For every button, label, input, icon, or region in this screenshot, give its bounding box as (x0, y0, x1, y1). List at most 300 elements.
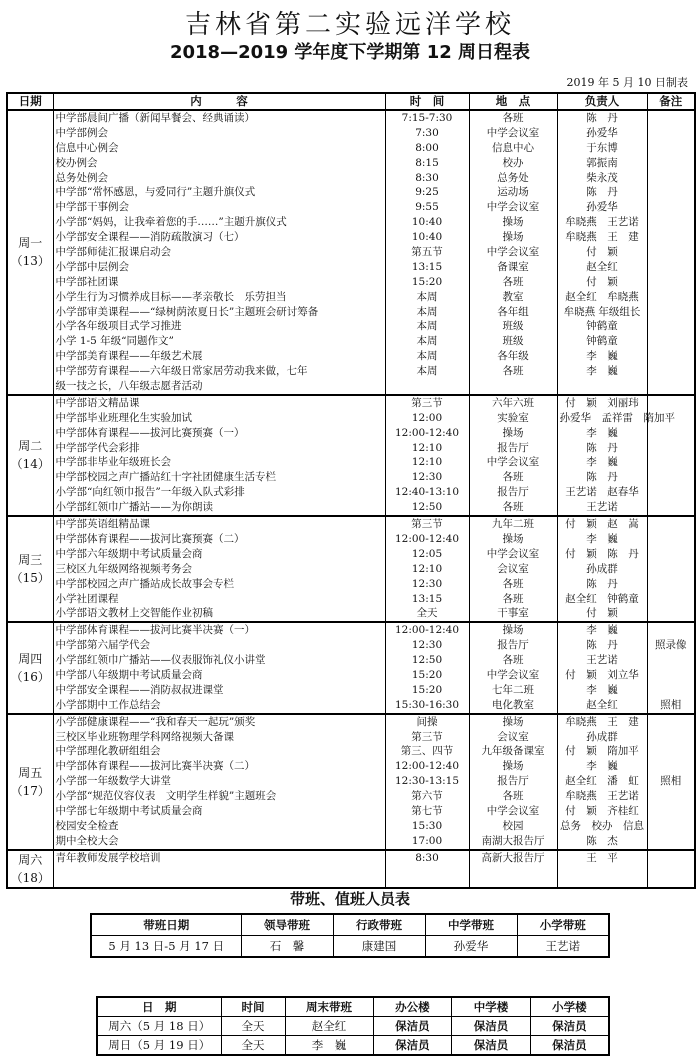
event-content: 中学部劳育课程——六年级日常家居劳动我来做，七年 (55, 365, 308, 378)
event-time: 8:30 (415, 851, 439, 864)
event-time: 10:40 (411, 231, 443, 244)
event-content: 中学部例会 (55, 126, 108, 139)
event-content: 小学部审美课程——“绿树荫浓夏日长”主题班会研讨筹备 (55, 305, 319, 318)
event-person: 牟晓燕 王 建 (565, 231, 639, 244)
event-person-cell (557, 110, 647, 395)
event-remark (650, 562, 693, 577)
col-header-content: 内 容 (53, 93, 385, 110)
event-time: 9:55 (415, 201, 439, 214)
event-remark (650, 426, 693, 441)
event-location: 各班 (502, 365, 524, 378)
event-time: 第三节 (411, 730, 443, 743)
weekend-duty-row (97, 1036, 609, 1056)
event-time: 12:10 (411, 441, 443, 454)
event-time: 本周 (416, 335, 438, 348)
event-location: 校园 (502, 819, 524, 832)
event-content: 中学部学代会彩排 (55, 441, 140, 454)
event-content: 小学部红领巾广播站——为你朗读 (55, 501, 213, 514)
event-content-cell (53, 395, 385, 516)
duty2-header: 中学楼 (452, 997, 531, 1017)
event-content: 级一技之长，八年级志愿者活动 (55, 380, 203, 393)
event-location: 实验室 (497, 411, 529, 424)
duty2-header: 办公楼 (373, 997, 452, 1017)
event-location: 各年组 (497, 305, 529, 318)
event-person-cell (557, 850, 647, 888)
event-time: 第六节 (411, 790, 443, 803)
duty2-cell: 保洁员 (373, 1036, 452, 1056)
event-content: 小学部一年级数学大讲堂 (55, 775, 171, 788)
event-content: 中学部体育课程——拔河比赛预赛（一） (55, 426, 245, 439)
event-content: 总务处例会 (55, 171, 108, 184)
event-time: 第七节 (411, 804, 443, 817)
duty1-cell: 孙爱华 (425, 936, 517, 958)
event-person: 付 颖 刘丽玮 (565, 396, 639, 409)
event-remark (650, 441, 693, 456)
event-location: 各年级 (497, 350, 529, 363)
event-time: 12:10 (411, 456, 443, 469)
event-location-cell (469, 714, 557, 850)
event-time: 15:30-16:30 (394, 698, 460, 711)
event-time-pad (388, 379, 467, 394)
event-person: 于东博 (586, 141, 618, 154)
event-time-cell (385, 622, 469, 713)
event-content: 小学部中层例会 (55, 260, 129, 273)
event-time: 17:00 (411, 834, 443, 847)
week-number: （14） (10, 457, 50, 472)
event-time-cell (385, 850, 469, 888)
event-content: 小学部语文教材上交智能作业初稿 (55, 607, 213, 620)
event-remark (650, 668, 693, 683)
col-header-time: 时 间 (385, 93, 469, 110)
event-remark (650, 185, 693, 200)
leader-duty-table (90, 913, 610, 958)
event-content: 中学部毕业班理化生实验加试 (55, 411, 192, 424)
event-location: 各班 (502, 471, 524, 484)
event-location: 教室 (502, 290, 524, 303)
event-remark (650, 290, 693, 305)
event-remark (650, 364, 693, 379)
event-remark (650, 517, 693, 532)
event-remark (650, 532, 693, 547)
day-label (7, 110, 53, 395)
event-time: 本周 (416, 305, 438, 318)
event-content: 中学部非毕业年级班长会 (55, 456, 171, 469)
event-person: 李 巍 (586, 426, 618, 439)
event-location: 各班 (502, 112, 524, 124)
day-label (7, 850, 53, 888)
event-time: 8:00 (415, 141, 439, 154)
event-remark (650, 455, 693, 470)
duty2-cell: 保洁员 (452, 1017, 531, 1036)
event-person: 孙成群 (586, 730, 618, 743)
event-location-cell (469, 622, 557, 713)
event-person: 孙爱华 (586, 126, 618, 139)
event-location: 中学会议室 (486, 126, 540, 139)
event-time: 7:30 (415, 126, 439, 139)
event-location: 中学会议室 (486, 246, 540, 259)
event-remark (650, 606, 693, 621)
school-title: 吉林省第二实验远洋学校 (184, 10, 515, 40)
duty1-cell: 5 月 13 日-5 月 17 日 (91, 936, 241, 958)
event-person: 李 巍 (586, 350, 618, 363)
col-header-date: 日期 (7, 93, 53, 110)
event-location-pad (472, 379, 555, 394)
event-location-cell (469, 516, 557, 622)
event-location: 会议室 (497, 562, 529, 575)
duty1-header: 中学带班 (425, 914, 517, 936)
event-person: 郭振南 (586, 156, 618, 169)
event-content-cell (53, 110, 385, 395)
event-person-cell (557, 516, 647, 622)
event-remark-cell (647, 850, 695, 888)
event-time: 12:00-12:40 (394, 760, 460, 773)
event-content: 中学部美育课程——年级艺术展 (55, 350, 203, 363)
event-person: 赵全红 (586, 698, 618, 711)
weekday: 周一 (18, 236, 43, 251)
event-content: 小学部安全课程——消防疏散演习（七） (55, 231, 245, 244)
day-block-row (7, 850, 695, 888)
event-content: 中学部晨间广播（新闻早餐会、经典诵读） (55, 112, 255, 124)
event-remark (650, 789, 693, 804)
event-location: 操场 (502, 216, 524, 229)
duty1-header: 小学带班 (517, 914, 609, 936)
event-content: 中学部师徒汇报课启动会 (55, 246, 171, 259)
event-person: 李 巍 (586, 365, 618, 378)
event-location: 信息中心 (492, 141, 534, 154)
event-remark (650, 319, 693, 334)
event-time-cell (385, 516, 469, 622)
event-time: 本周 (416, 365, 438, 378)
leader-duty-header-row (91, 914, 609, 936)
event-person: 李 巍 (586, 760, 618, 773)
week-number: （15） (10, 571, 50, 586)
duty2-cell: 保洁员 (530, 1017, 609, 1036)
event-content: 小学部期中工作总结会 (55, 698, 161, 711)
event-remark (650, 683, 693, 698)
event-remark (650, 111, 693, 126)
event-time: 13:15 (411, 260, 443, 273)
duty1-header: 领导带班 (241, 914, 333, 936)
event-location: 七年二班 (492, 683, 534, 696)
schedule-subtitle: 2018—2019 学年度下学期第 12 周日程表 (169, 42, 531, 63)
event-person: 陈 丹 (586, 639, 618, 652)
event-time: 15:20 (411, 275, 443, 288)
event-person-cell (557, 622, 647, 713)
event-person: 李 巍 (586, 532, 618, 545)
event-location: 校办 (502, 156, 524, 169)
event-content-cell (53, 516, 385, 622)
event-remark: 照相 (660, 698, 682, 711)
event-content: 青年教师发展学校培训 (55, 851, 161, 864)
event-location: 各班 (502, 275, 524, 288)
event-remark (650, 200, 693, 215)
event-person: 李 巍 (586, 683, 618, 696)
duty1-cell: 康建国 (333, 936, 425, 958)
event-time: 8:15 (415, 156, 439, 169)
event-remark (650, 349, 693, 364)
day-block-row (7, 714, 695, 850)
event-time-cell (385, 395, 469, 516)
event-content: 中学部六年级期中考试质量会商 (55, 547, 203, 560)
event-time: 15:30 (411, 819, 443, 832)
event-content: 小学部“向红领巾报告”一年级入队式彩排 (55, 486, 245, 499)
event-person: 陈 丹 (586, 112, 618, 124)
event-person: 王艺诺 (586, 501, 618, 514)
duty1-cell: 王艺诺 (517, 936, 609, 958)
event-time: 12:05 (411, 547, 443, 560)
event-location: 九年二班 (492, 518, 534, 531)
duty2-cell: 赵全红 (285, 1017, 373, 1036)
event-location: 报告厅 (497, 441, 529, 454)
event-location: 操场 (502, 760, 524, 773)
event-location: 各班 (502, 577, 524, 590)
event-person: 付 颖 (586, 246, 618, 259)
event-time: 12:30-13:15 (394, 775, 460, 788)
event-location: 九年级备课室 (481, 745, 545, 758)
event-time: 第三、四节 (400, 745, 454, 758)
event-location: 中学会议室 (486, 456, 540, 469)
event-person: 陈 杰 (586, 834, 618, 847)
event-remark (650, 744, 693, 759)
weekend-duty-header-row (97, 997, 609, 1017)
event-person: 李 巍 (586, 456, 618, 469)
event-remark (650, 275, 693, 290)
event-location-cell (469, 110, 557, 395)
event-person: 赵全红 钟鹤童 (565, 592, 639, 605)
event-location: 干事室 (497, 607, 529, 620)
event-content-cell (53, 714, 385, 850)
event-time: 本周 (416, 290, 438, 303)
day-label (7, 714, 53, 850)
event-person: 付 颖 陈 丹 (565, 547, 639, 560)
event-location: 各班 (502, 790, 524, 803)
weekday: 周三 (18, 553, 43, 568)
event-time: 12:00-12:40 (394, 426, 460, 439)
event-location: 报告厅 (497, 486, 529, 499)
event-location: 中学会议室 (486, 201, 540, 214)
event-remark (650, 730, 693, 745)
event-person: 陈 丹 (586, 471, 618, 484)
duty2-cell: 李 巍 (285, 1036, 373, 1056)
event-location-cell (469, 850, 557, 888)
event-location: 中学会议室 (486, 547, 540, 560)
day-block-row (7, 110, 695, 395)
event-remark-cell (647, 622, 695, 713)
event-remark (650, 819, 693, 834)
duty2-header: 周末带班 (285, 997, 373, 1017)
event-remark: 照相 (660, 775, 682, 788)
event-remark (650, 851, 693, 866)
event-location: 备课室 (497, 260, 529, 273)
event-remark (650, 334, 693, 349)
event-location: 操场 (502, 624, 524, 637)
event-content: 小学部健康课程——“我和春天一起玩”颁奖 (55, 715, 256, 728)
event-time: 12:30 (411, 639, 443, 652)
event-content: 校园安全检查 (55, 819, 119, 832)
event-content: 小学 1-5 年级“同题作文” (55, 335, 174, 348)
col-header-remark: 备注 (647, 93, 695, 110)
event-content: 中学部理化教研组组会 (55, 745, 161, 758)
duty2-header: 小学楼 (530, 997, 609, 1017)
event-time: 间操 (416, 715, 438, 728)
event-content: 小学部“妈妈，让我牵着您的手……”主题升旗仪式 (55, 216, 287, 229)
weekday: 周六 (18, 852, 43, 867)
duty1-header: 带班日期 (91, 914, 241, 936)
event-time: 12:00-12:40 (394, 624, 460, 637)
event-remark (650, 804, 693, 819)
event-time: 12:30 (411, 577, 443, 590)
duty1-header: 行政带班 (333, 914, 425, 936)
event-remark (650, 230, 693, 245)
event-remark (650, 623, 693, 638)
event-remark (650, 141, 693, 156)
event-location: 操场 (502, 426, 524, 439)
event-time: 12:30 (411, 471, 443, 484)
event-person-cell (557, 714, 647, 850)
event-person: 牟晓燕 年级组长 (563, 305, 641, 318)
event-time: 12:10 (411, 562, 443, 575)
event-location: 报告厅 (497, 775, 529, 788)
event-person: 孙爱华 孟祥雷 隋加平 (559, 411, 675, 424)
event-content: 小学部“规范仪容仪表 文明学生样貌”主题班会 (55, 790, 277, 803)
event-content: 中学部校园之声广播站成长故事会专栏 (55, 577, 234, 590)
event-location: 班级 (502, 335, 524, 348)
duty2-header: 时间 (221, 997, 285, 1017)
weekly-schedule-table (6, 92, 696, 889)
event-content: 中学部校园之声广播站红十字社团健康生活专栏 (55, 471, 276, 484)
event-time-cell (385, 110, 469, 395)
event-location: 中学会议室 (486, 804, 540, 817)
event-content: 中学部社团课 (55, 275, 119, 288)
event-person: 王艺诺 (586, 654, 618, 667)
event-location: 电化教室 (492, 698, 534, 711)
week-number: （18） (10, 870, 50, 885)
event-location: 总务处 (497, 171, 529, 184)
event-content: 中学部干事例会 (55, 201, 129, 214)
event-content: 三校区九年级网络视频考务会 (55, 562, 192, 575)
event-person: 王 平 (586, 851, 618, 864)
event-location: 南湖大报告厅 (481, 834, 545, 847)
event-time-cell (385, 714, 469, 850)
event-location: 各班 (502, 501, 524, 514)
event-content: 中学部体育课程——拔河比赛半决赛（一） (55, 624, 255, 637)
event-remark (650, 653, 693, 668)
event-person: 付 颖 (586, 607, 618, 620)
event-remark-pad (650, 379, 693, 394)
event-location: 报告厅 (497, 639, 529, 652)
event-remark (650, 592, 693, 607)
made-date: 2019 年 5 月 10 日制表 (566, 76, 688, 89)
event-remark (650, 305, 693, 320)
event-remark-cell (647, 110, 695, 395)
event-location: 操场 (502, 715, 524, 728)
event-content: 小学生行为习惯养成目标——孝亲敬长 乐劳担当 (55, 290, 287, 303)
duty2-header: 日 期 (97, 997, 221, 1017)
event-remark (650, 156, 693, 171)
event-remark (650, 485, 693, 500)
event-content: 中学部安全课程——消防叔叔进课堂 (55, 683, 224, 696)
event-remark (650, 577, 693, 592)
event-person: 赵全红 牟晓燕 (565, 290, 639, 303)
event-remark (650, 260, 693, 275)
event-content: 信息中心例会 (55, 141, 119, 154)
event-content: 中学部七年级期中考试质量会商 (55, 804, 203, 817)
week-number: （17） (10, 783, 50, 798)
event-person: 柴永茂 (586, 171, 618, 184)
event-content: 小学各年级项目式学习推进 (55, 320, 182, 333)
event-location: 高新大报告厅 (481, 851, 545, 864)
event-location: 操场 (502, 231, 524, 244)
event-time: 9:25 (415, 186, 439, 199)
event-content: 中学部第六届学代会 (55, 639, 150, 652)
event-person-cell (557, 395, 675, 516)
event-time: 8:30 (415, 171, 439, 184)
day-label (7, 395, 53, 516)
weekday: 周四 (18, 651, 43, 666)
event-time: 第三节 (411, 396, 443, 409)
event-remark (650, 715, 693, 730)
event-person: 付 颖 刘立华 (565, 668, 639, 681)
event-remark (650, 396, 693, 411)
event-remark (650, 126, 693, 141)
event-time: 全天 (416, 607, 438, 620)
event-remark (650, 500, 693, 515)
event-remark (650, 215, 693, 230)
event-time: 12:40-13:10 (394, 486, 460, 499)
event-person: 牟晓燕 王 建 (565, 715, 639, 728)
event-location: 各班 (502, 592, 524, 605)
event-remark (650, 547, 693, 562)
event-person: 付 颖 隋加平 (565, 745, 639, 758)
duty1-cell: 石 馨 (241, 936, 333, 958)
event-time: 12:00-12:40 (394, 532, 460, 545)
event-time: 7:15-7:30 (401, 112, 453, 124)
duty2-cell: 保洁员 (452, 1036, 531, 1056)
event-location: 各班 (502, 654, 524, 667)
event-content: 中学部英语组精品课 (55, 518, 150, 531)
event-person: 钟鹤童 (586, 320, 618, 333)
event-content: 校办例会 (55, 156, 98, 169)
event-time: 第三节 (411, 518, 443, 531)
duty2-cell: 全天 (221, 1036, 285, 1056)
event-content: 小学社团课程 (55, 592, 119, 605)
event-time: 12:00 (411, 411, 443, 424)
event-content: 中学部八年级期中考试质量会商 (55, 668, 203, 681)
week-number: （16） (10, 669, 50, 684)
duty2-cell: 周六（5 月 18 日） (97, 1017, 221, 1036)
day-block-row (7, 516, 695, 622)
event-remark-cell (647, 516, 695, 622)
event-content: 中学部体育课程——拔河比赛半决赛（二） (55, 760, 255, 773)
event-time: 第五节 (411, 246, 443, 259)
event-person: 牟晓燕 王艺诺 (565, 790, 639, 803)
event-content: 小学部红领巾广播站——仪表服饰礼仪小讲堂 (55, 654, 266, 667)
day-block-row (7, 395, 695, 516)
weekend-duty-table (96, 996, 610, 1056)
col-header-person: 负责人 (557, 93, 647, 110)
event-person-pad (560, 379, 645, 394)
event-remark: 照录像 (655, 639, 687, 652)
event-remark (650, 245, 693, 260)
event-content-cell (53, 622, 385, 713)
day-label (7, 516, 53, 622)
event-person: 陈 丹 (586, 441, 618, 454)
event-time: 12:50 (411, 654, 443, 667)
weekday: 周二 (18, 439, 43, 454)
event-person: 付 颖 (586, 275, 618, 288)
event-location: 六年六班 (492, 396, 534, 409)
duty2-cell: 保洁员 (373, 1017, 452, 1036)
